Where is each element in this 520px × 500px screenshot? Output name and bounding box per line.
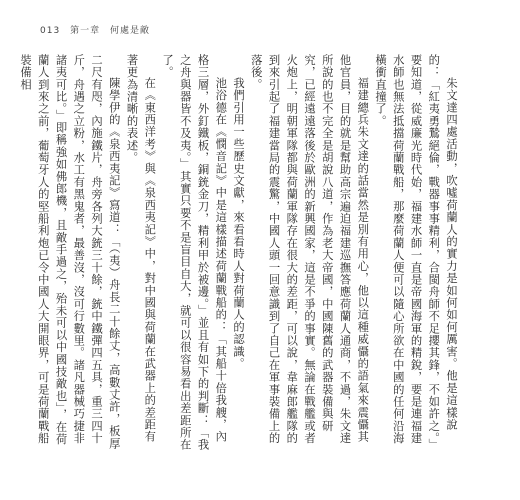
paragraph: 朱文達四處活動，吹噓荷蘭人的實力是如何如何厲害。他是這樣說的：「紅夷勇鷙絕倫，戰器事事精利，合閩舟師不足攖其鋒，不如許之。」要知道，從威廉光時代始，福建水師一直是帝國海軍的精銳，要是連福建水師也無法抵擋荷蘭戰船，那麼荷蘭人便可以隨心所欲在中國的任何沿海橫衝直撞了。 — [374, 54, 458, 451]
paragraph: 在《東西洋考》與《泉西夷記》中，對中國與荷蘭在武器上的差距有著更為清晰的表述。 — [125, 54, 157, 443]
paragraph: 池浴德在《憫音記》中是這樣描述荷蘭戰船的：「其船十倍我艘，內格三層，外釘鐵板，銅銃金刀，精利甲於被邊。」並且有如下的判斷：「我之舟與器皆不及夷。」其實只要不是盲目自大，就可以很容易看出差距所在了。 — [161, 54, 228, 451]
chapter-title: 何處是敵 — [109, 26, 150, 36]
running-header — [40, 23, 156, 36]
page-number: 013 — [40, 26, 61, 36]
paragraph: 我們引用一些歷史文獻，來看看時人對荷蘭人的認識。 — [232, 76, 245, 370]
paragraph: 福建總兵朱文達的話當然是別有用心，他以這種威懾的語氣來震懾其他官員，目的就是幫助高宗遍迫福建巡撫答應荷蘭人通商，不過，朱文達所說的也不完全是胡說八道，作為老大帝國，中國陳舊的武器裝備與研究，已經遠遠落後於歐洲的新興國家，這是不爭的事實。無論在戰艦或者火炮上，明朝軍隊都與荷蘭軍隊存在很大的差距，可以說，韋麻郎艦隊的到來引起了福建當局的震驚，中國人頭一回意識到了自己在軍事裝備上的落後。 — [249, 54, 370, 445]
paragraph: 陳學伊的《泉西夷記》寫道：「（夷）舟長二十餘丈，高數丈許，板厚二尺有咫，內施鐵片，舟旁各列大銃三十餘，銃中鐵彈四五具，重三四十斤，舟遇之立粉，水工有黑鬼者，最善沒，沒可行數里。諸凡器械巧捷非諸夷可比。」即稱強如佛郎機，且敵手過之，殆未可以中國技敵也」，在荷蘭人到來之前，葡萄牙人的堅船利炮已令中國人大開眼界，可是荷蘭戰船裝備相 — [19, 54, 121, 450]
chapter-label: 第一章 — [70, 26, 101, 36]
body-text — [19, 54, 460, 454]
